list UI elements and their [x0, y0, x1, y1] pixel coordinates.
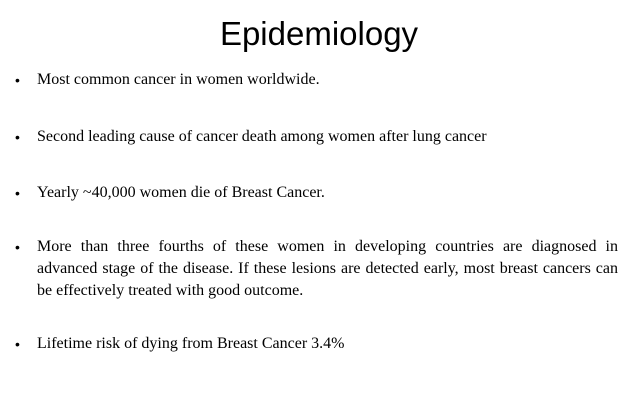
- bullet-icon: •: [15, 185, 20, 201]
- bullet-text: Lifetime risk of dying from Breast Cancer 3.4%: [37, 335, 345, 352]
- bullet-item: [15, 182, 618, 204]
- bullet-item: [15, 236, 618, 302]
- bullet-item: [15, 333, 618, 355]
- bullet-icon: •: [15, 72, 20, 88]
- bullet-text: Yearly ~40,000 women die of Breast Cancer.: [37, 184, 325, 201]
- bullet-text: More than three fourths of these women in developing countries are diagnosed in advanced stage of the disease. If these lesions are detected early, most breast cancers can be effectively treated with good outcome.: [37, 238, 618, 299]
- bullet-icon: •: [15, 129, 20, 145]
- slide-title: Epidemiology: [219, 15, 419, 52]
- bullet-text: Second leading cause of cancer death among women after lung cancer: [37, 128, 487, 145]
- bullet-icon: •: [15, 239, 20, 255]
- bullet-item: [15, 126, 618, 148]
- bullet-icon: •: [15, 336, 20, 352]
- bullet-text: Most common cancer in women worldwide.: [37, 71, 320, 88]
- bullet-item: [15, 69, 618, 91]
